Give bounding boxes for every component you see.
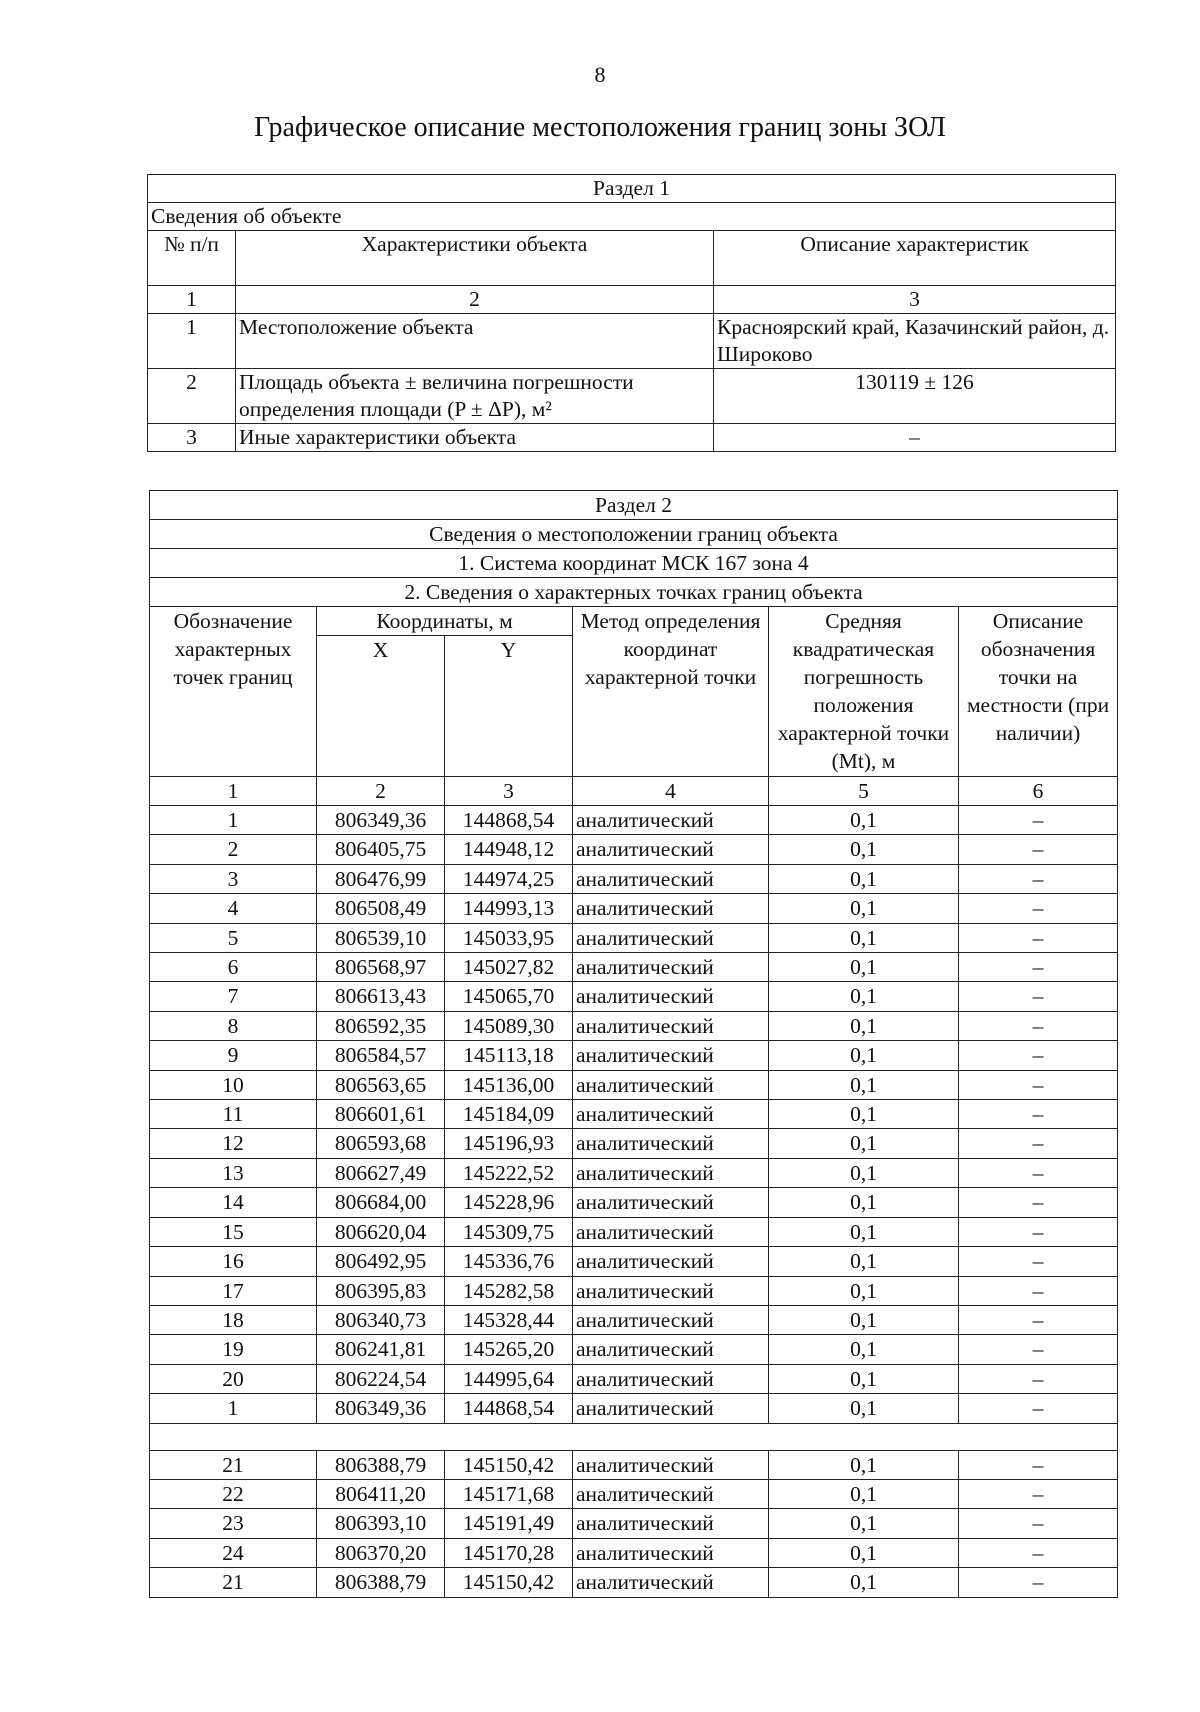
point-description: –: [959, 1538, 1118, 1567]
point-x: 806627,49: [317, 1158, 445, 1187]
point-description: –: [959, 923, 1118, 952]
point-error: 0,1: [769, 894, 959, 923]
point-error: 0,1: [769, 1188, 959, 1217]
point-x: 806388,79: [317, 1450, 445, 1479]
point-x: 806508,49: [317, 894, 445, 923]
row-number: 2: [148, 369, 236, 424]
point-error: 0,1: [769, 1158, 959, 1187]
section2-subheading: Сведения о местоположении границ объекта: [150, 520, 1118, 549]
point-error: 0,1: [769, 1394, 959, 1423]
col-num-header: № п/п: [148, 231, 236, 286]
table-row: [150, 864, 1118, 893]
designation-header: Обозначение характерных точек границ: [150, 607, 317, 777]
point-number: 5: [150, 923, 317, 952]
point-error: 0,1: [769, 1568, 959, 1597]
point-y: 145150,42: [445, 1450, 573, 1479]
point-number: 18: [150, 1305, 317, 1334]
point-number: 15: [150, 1217, 317, 1246]
table-row: [150, 1041, 1118, 1070]
point-x: 806405,75: [317, 835, 445, 864]
col-desc-header: Описание характеристик: [714, 231, 1116, 286]
point-method: аналитический: [573, 1394, 769, 1423]
point-number: 1: [150, 1394, 317, 1423]
section1-table: [147, 174, 1116, 452]
point-y: 144974,25: [445, 864, 573, 893]
table-row: [150, 1538, 1118, 1567]
col-index: 1: [148, 286, 236, 314]
point-y: 145309,75: [445, 1217, 573, 1246]
point-y: 145222,52: [445, 1158, 573, 1187]
point-number: 10: [150, 1070, 317, 1099]
section1-subheading: Сведения об объекте: [148, 203, 1116, 231]
point-number: 22: [150, 1479, 317, 1508]
table-row: [150, 1568, 1118, 1597]
point-x: 806224,54: [317, 1364, 445, 1393]
y-header: Y: [445, 636, 573, 777]
point-error: 0,1: [769, 1100, 959, 1129]
point-y: 145191,49: [445, 1509, 573, 1538]
point-error: 0,1: [769, 1335, 959, 1364]
error-header: Средняя квадратическая погрешность положения характерной точки (Mt), м: [769, 607, 959, 777]
point-y: 145196,93: [445, 1129, 573, 1158]
table-row: [150, 1158, 1118, 1187]
point-description: –: [959, 1479, 1118, 1508]
point-x: 806568,97: [317, 953, 445, 982]
point-x: 806601,61: [317, 1100, 445, 1129]
point-method: аналитический: [573, 1129, 769, 1158]
table-row: [150, 1364, 1118, 1393]
col-char-header: Характеристики объекта: [236, 231, 714, 286]
point-error: 0,1: [769, 1129, 959, 1158]
col-index: 4: [573, 777, 769, 806]
point-y: 145282,58: [445, 1276, 573, 1305]
point-y: 144948,12: [445, 835, 573, 864]
point-error: 0,1: [769, 982, 959, 1011]
table-row: [150, 835, 1118, 864]
point-error: 0,1: [769, 1479, 959, 1508]
point-description: –: [959, 1568, 1118, 1597]
point-number: 12: [150, 1129, 317, 1158]
table-row: [148, 424, 1116, 452]
point-x: 806492,95: [317, 1247, 445, 1276]
point-y: 145089,30: [445, 1011, 573, 1040]
table-row: [148, 314, 1116, 369]
table-row: [150, 1305, 1118, 1334]
table-row: [150, 894, 1118, 923]
col-index: 2: [317, 777, 445, 806]
row-characteristic: Иные характеристики объекта: [236, 424, 714, 452]
point-number: 11: [150, 1100, 317, 1129]
row-description: –: [714, 424, 1116, 452]
point-description: –: [959, 1129, 1118, 1158]
col-index: 3: [445, 777, 573, 806]
point-description: –: [959, 894, 1118, 923]
table-row: [150, 1129, 1118, 1158]
point-method: аналитический: [573, 1100, 769, 1129]
point-description: –: [959, 1070, 1118, 1099]
row-number: 3: [148, 424, 236, 452]
contour2-rows: [150, 1450, 1118, 1597]
point-number: 8: [150, 1011, 317, 1040]
table-row: [150, 1479, 1118, 1508]
point-number: 3: [150, 864, 317, 893]
point-description: –: [959, 982, 1118, 1011]
point-y: 145184,09: [445, 1100, 573, 1129]
point-description: –: [959, 806, 1118, 835]
point-method: аналитический: [573, 1247, 769, 1276]
point-error: 0,1: [769, 1217, 959, 1246]
point-y: 145027,82: [445, 953, 573, 982]
table-row: [150, 1247, 1118, 1276]
point-x: 806620,04: [317, 1217, 445, 1246]
page-number: 8: [594, 62, 606, 87]
page-title: Графическое описание местоположения границ зоны ЗОЛ: [254, 112, 946, 143]
point-description: –: [959, 864, 1118, 893]
point-error: 0,1: [769, 1070, 959, 1099]
point-description: –: [959, 1011, 1118, 1040]
point-method: аналитический: [573, 1011, 769, 1040]
row-characteristic: Площадь объекта ± величина погрешности определения площади (P ± ΔP), м²: [236, 369, 714, 424]
col-index: 3: [714, 286, 1116, 314]
col-index: 5: [769, 777, 959, 806]
point-error: 0,1: [769, 806, 959, 835]
point-number: 9: [150, 1041, 317, 1070]
point-number: 2: [150, 835, 317, 864]
point-y: 145265,20: [445, 1335, 573, 1364]
point-x: 806241,81: [317, 1335, 445, 1364]
point-error: 0,1: [769, 1450, 959, 1479]
point-y: 145336,76: [445, 1247, 573, 1276]
point-method: аналитический: [573, 1188, 769, 1217]
point-y: 144868,54: [445, 1394, 573, 1423]
point-y: 145171,68: [445, 1479, 573, 1508]
point-y: 144995,64: [445, 1364, 573, 1393]
point-method: аналитический: [573, 1538, 769, 1567]
point-description: –: [959, 1364, 1118, 1393]
point-method: аналитический: [573, 1041, 769, 1070]
point-x: 806370,20: [317, 1538, 445, 1567]
point-x: 806388,79: [317, 1568, 445, 1597]
point-method: аналитический: [573, 1158, 769, 1187]
table-row: [150, 1335, 1118, 1364]
section2-heading: Раздел 2: [150, 491, 1118, 520]
point-y: 145113,18: [445, 1041, 573, 1070]
section1-heading: Раздел 1: [148, 175, 1116, 203]
table-row: [150, 1011, 1118, 1040]
points-heading: 2. Сведения о характерных точках границ объекта: [150, 578, 1118, 607]
point-method: аналитический: [573, 1568, 769, 1597]
section2-table: [149, 490, 1118, 1598]
point-y: 145065,70: [445, 982, 573, 1011]
point-x: 806349,36: [317, 1394, 445, 1423]
point-number: 13: [150, 1158, 317, 1187]
table-row: [150, 982, 1118, 1011]
point-error: 0,1: [769, 1305, 959, 1334]
point-x: 806584,57: [317, 1041, 445, 1070]
col-index: 1: [150, 777, 317, 806]
point-x: 806592,35: [317, 1011, 445, 1040]
point-description: –: [959, 1188, 1118, 1217]
description-header: Описание обозначения точки на местности (при наличии): [959, 607, 1118, 777]
point-y: 145136,00: [445, 1070, 573, 1099]
point-x: 806563,65: [317, 1070, 445, 1099]
point-method: аналитический: [573, 953, 769, 982]
x-header: X: [317, 636, 445, 777]
table-row: [150, 806, 1118, 835]
point-method: аналитический: [573, 1217, 769, 1246]
point-method: аналитический: [573, 1070, 769, 1099]
point-description: –: [959, 1247, 1118, 1276]
col-index: 2: [236, 286, 714, 314]
point-error: 0,1: [769, 1247, 959, 1276]
point-y: 144993,13: [445, 894, 573, 923]
point-description: –: [959, 1394, 1118, 1423]
row-description: Красноярский край, Казачинский район, д. Широково: [714, 314, 1116, 369]
point-method: аналитический: [573, 806, 769, 835]
coordinates-header: Координаты, м: [317, 607, 573, 636]
table-row: [150, 923, 1118, 952]
point-description: –: [959, 1217, 1118, 1246]
point-method: аналитический: [573, 894, 769, 923]
col-index: 6: [959, 777, 1118, 806]
point-description: –: [959, 1100, 1118, 1129]
point-x: 806539,10: [317, 923, 445, 952]
point-error: 0,1: [769, 1538, 959, 1567]
point-error: 0,1: [769, 1011, 959, 1040]
point-method: аналитический: [573, 923, 769, 952]
point-x: 806340,73: [317, 1305, 445, 1334]
table-row: [150, 1070, 1118, 1099]
table-row: [150, 1188, 1118, 1217]
point-error: 0,1: [769, 835, 959, 864]
contour-separator-row: [150, 1423, 1118, 1450]
point-y: 145328,44: [445, 1305, 573, 1334]
point-error: 0,1: [769, 923, 959, 952]
table-row: [150, 1100, 1118, 1129]
point-method: аналитический: [573, 982, 769, 1011]
point-number: 24: [150, 1538, 317, 1567]
point-description: –: [959, 1041, 1118, 1070]
point-error: 0,1: [769, 1041, 959, 1070]
table-row: [150, 1276, 1118, 1305]
point-number: 17: [150, 1276, 317, 1305]
point-x: 806593,68: [317, 1129, 445, 1158]
point-error: 0,1: [769, 953, 959, 982]
point-x: 806411,20: [317, 1479, 445, 1508]
point-number: 14: [150, 1188, 317, 1217]
point-x: 806476,99: [317, 864, 445, 893]
point-method: аналитический: [573, 1305, 769, 1334]
point-description: –: [959, 1509, 1118, 1538]
table-row: [150, 953, 1118, 982]
point-y: 145033,95: [445, 923, 573, 952]
point-number: 21: [150, 1450, 317, 1479]
table-row: [150, 1394, 1118, 1423]
point-method: аналитический: [573, 1479, 769, 1508]
point-number: 1: [150, 806, 317, 835]
point-number: 19: [150, 1335, 317, 1364]
point-y: 145228,96: [445, 1188, 573, 1217]
point-description: –: [959, 835, 1118, 864]
point-method: аналитический: [573, 1276, 769, 1305]
point-number: 20: [150, 1364, 317, 1393]
point-method: аналитический: [573, 1450, 769, 1479]
point-method: аналитический: [573, 835, 769, 864]
point-error: 0,1: [769, 1276, 959, 1305]
table-row: [150, 1217, 1118, 1246]
point-number: 4: [150, 894, 317, 923]
point-y: 145170,28: [445, 1538, 573, 1567]
table-row: [150, 1450, 1118, 1479]
point-error: 0,1: [769, 864, 959, 893]
point-number: 16: [150, 1247, 317, 1276]
point-description: –: [959, 1305, 1118, 1334]
point-number: 7: [150, 982, 317, 1011]
point-description: –: [959, 953, 1118, 982]
point-method: аналитический: [573, 1364, 769, 1393]
table-row: [150, 1509, 1118, 1538]
point-method: аналитический: [573, 1335, 769, 1364]
point-x: 806393,10: [317, 1509, 445, 1538]
point-number: 6: [150, 953, 317, 982]
contour1-rows: [150, 806, 1118, 1424]
table-row: [148, 369, 1116, 424]
method-header: Метод определения координат характерной точки: [573, 607, 769, 777]
point-x: 806395,83: [317, 1276, 445, 1305]
point-x: 806613,43: [317, 982, 445, 1011]
row-number: 1: [148, 314, 236, 369]
row-description: 130119 ± 126: [714, 369, 1116, 424]
point-description: –: [959, 1335, 1118, 1364]
point-number: 23: [150, 1509, 317, 1538]
point-error: 0,1: [769, 1509, 959, 1538]
point-x: 806684,00: [317, 1188, 445, 1217]
point-description: –: [959, 1276, 1118, 1305]
coord-system: 1. Система координат МСК 167 зона 4: [150, 549, 1118, 578]
point-y: 144868,54: [445, 806, 573, 835]
row-characteristic: Местоположение объекта: [236, 314, 714, 369]
point-error: 0,1: [769, 1364, 959, 1393]
point-x: 806349,36: [317, 806, 445, 835]
point-description: –: [959, 1158, 1118, 1187]
point-method: аналитический: [573, 864, 769, 893]
point-description: –: [959, 1450, 1118, 1479]
point-method: аналитический: [573, 1509, 769, 1538]
point-y: 145150,42: [445, 1568, 573, 1597]
point-number: 21: [150, 1568, 317, 1597]
